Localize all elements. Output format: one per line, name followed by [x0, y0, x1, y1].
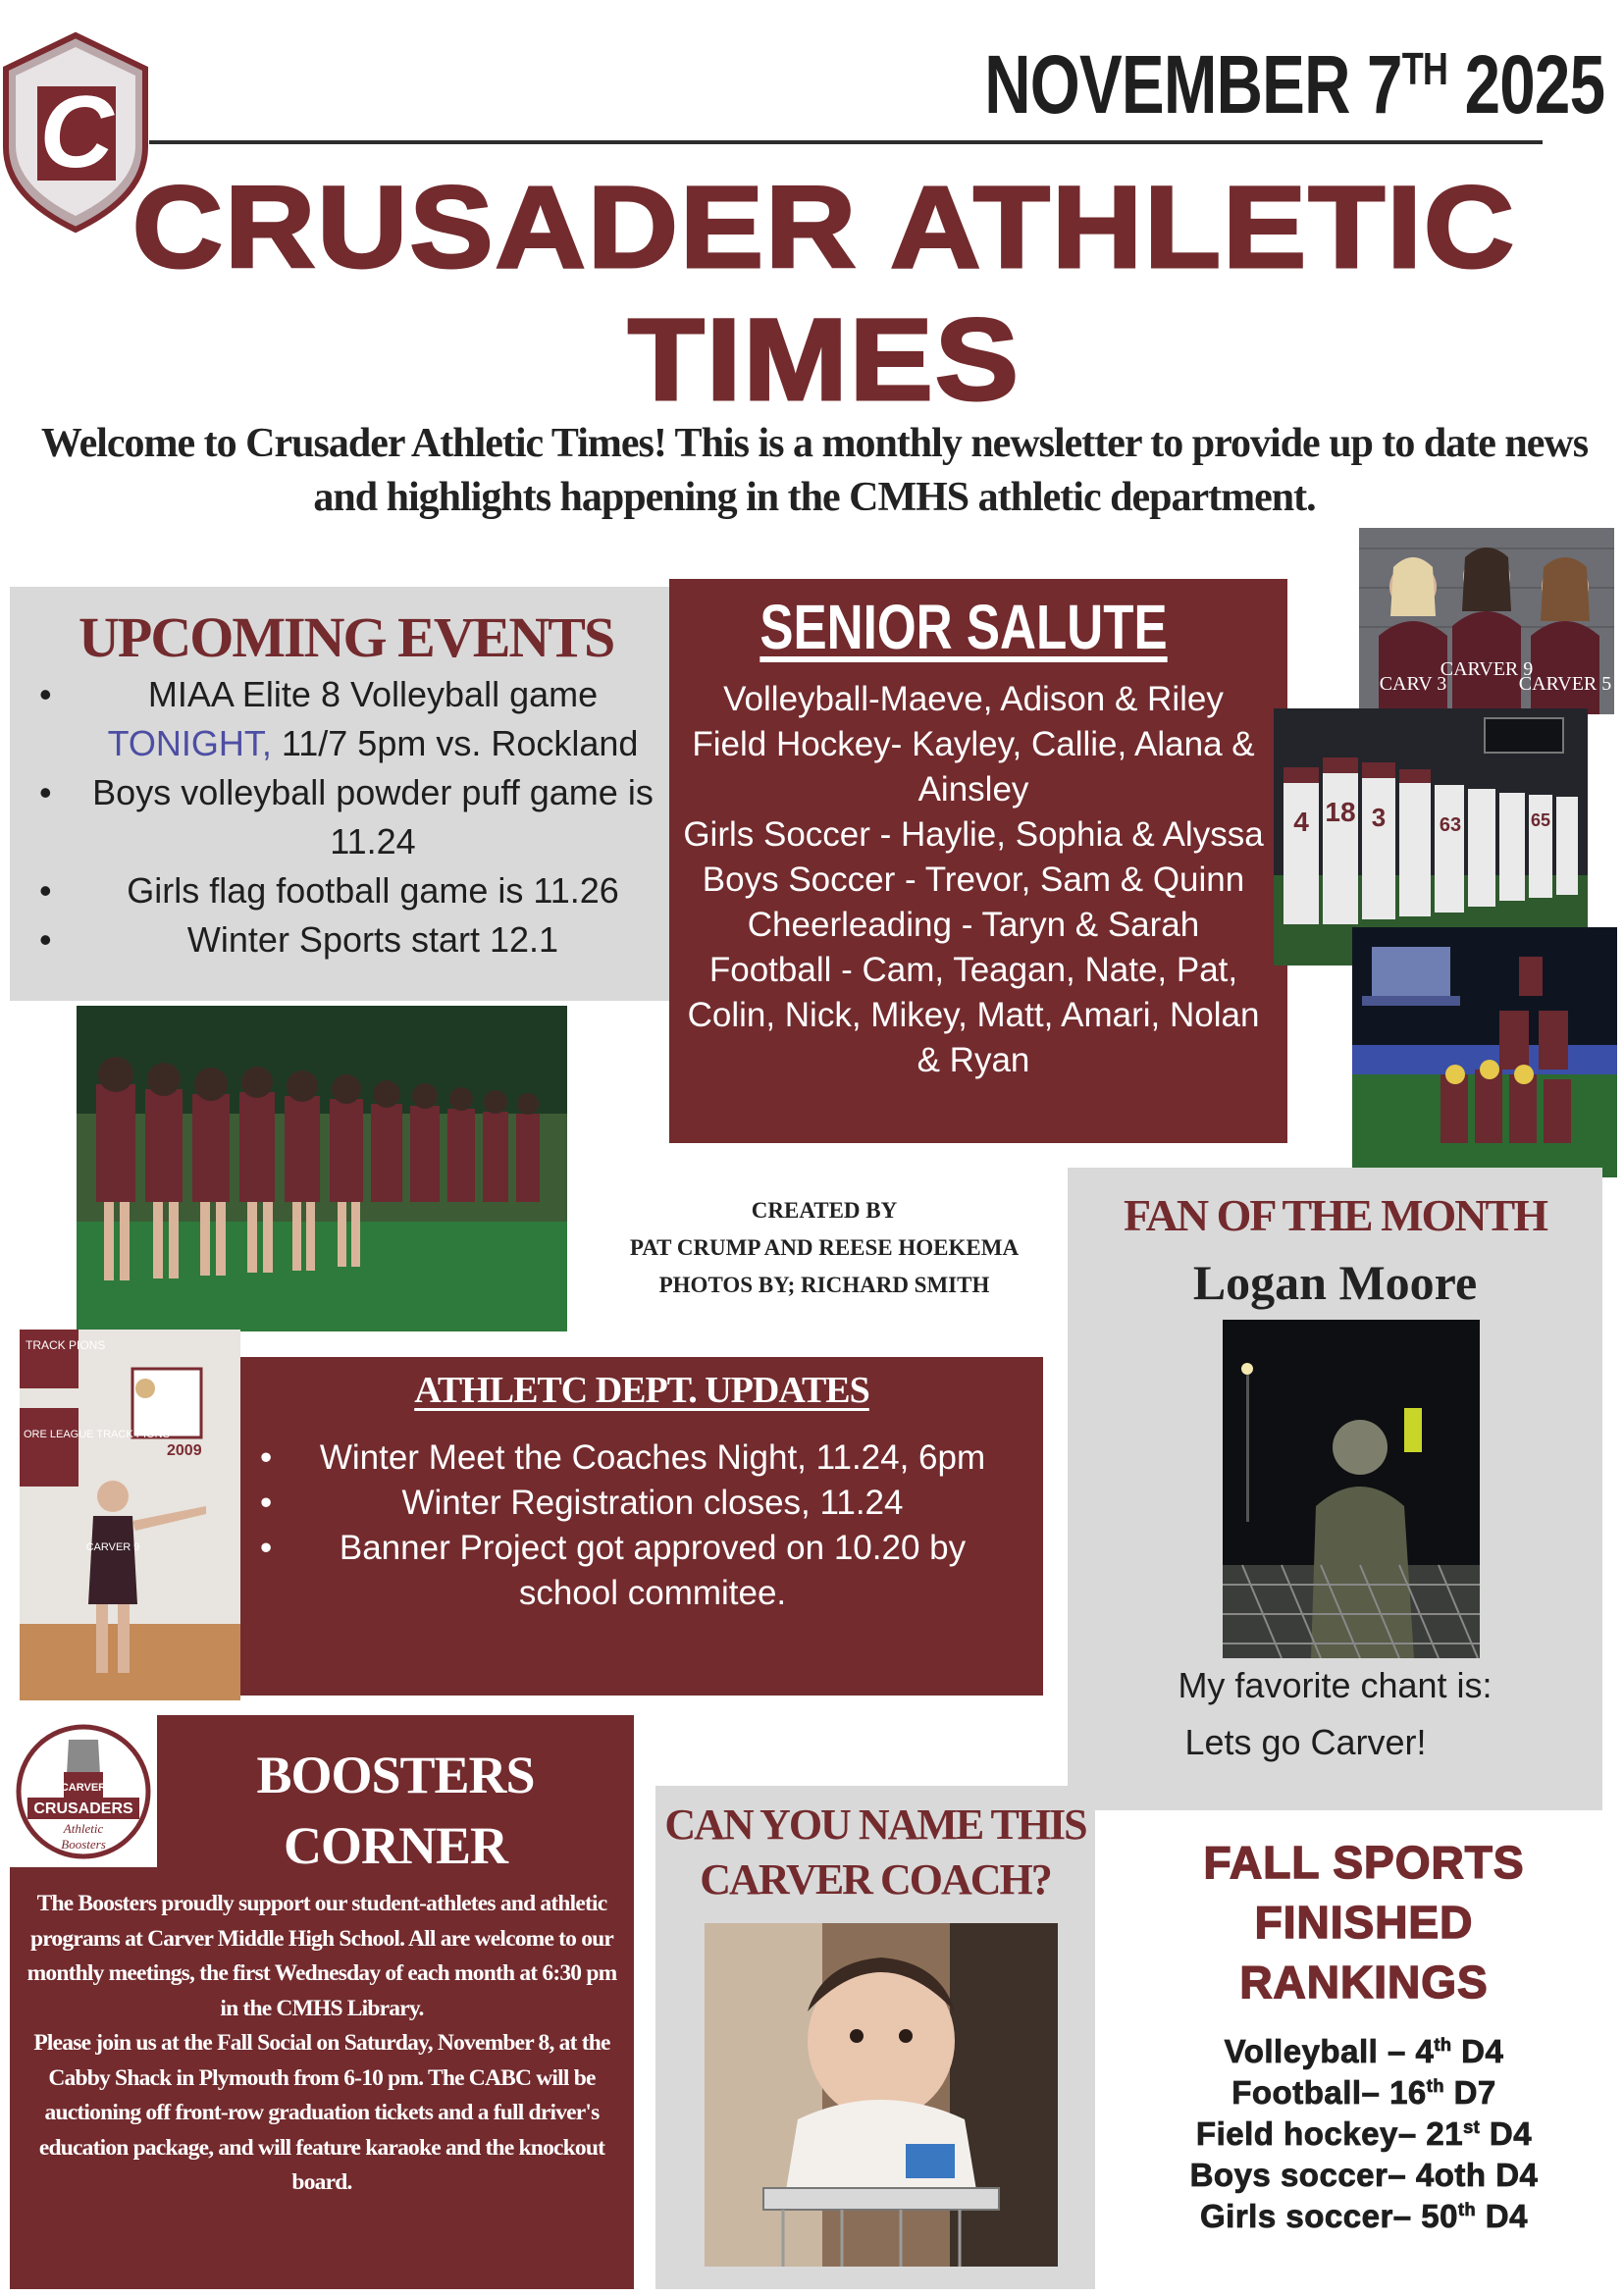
list-item: • MIAA Elite 8 Volleyball game TONIGHT, 11/7 5pm vs. Rockland [39, 674, 639, 763]
fan-of-month-panel [1068, 1168, 1602, 1810]
svg-text:18: 18 [1325, 797, 1356, 827]
list-item: • Winter Meet the Coaches Night, 11.24, 6pm [260, 1438, 986, 1477]
boosters-heading: BOOSTERS CORNER [256, 1746, 535, 1875]
svg-text:CARVER 5: CARVER 5 [1518, 673, 1612, 695]
list-item: Cheerleading - Taryn & Sarah [747, 906, 1200, 944]
list-item: Girls Soccer - Haylie, Sophia & Alyssa [683, 815, 1264, 854]
svg-text:3: 3 [1371, 803, 1387, 832]
boosters-paragraph: The Boosters proudly support our student-athletes and athletic programs at Carver Middle High School. All are welcome to our monthly meetings, the first Wednesday of each month at 6:30 pm in the CMHS Library. [26, 1891, 617, 2021]
svg-text:ORE LEAGUE TRACK PIONS: ORE LEAGUE TRACK PIONS [24, 1429, 170, 1440]
upcoming-events-list [39, 670, 667, 965]
welcome-text: Welcome to Crusader Athletic Times! This is a monthly newsletter to provide up to date news and highlights happening in the CMHS athletic department. [40, 421, 1589, 520]
name-coach-heading: CAN YOU NAME THIS CARVER COACH? [664, 1800, 1086, 1904]
field-hockey-team-photo [77, 1006, 567, 1331]
baby-coach-photo [705, 1923, 1058, 2267]
svg-text:C: C [39, 76, 114, 189]
boosters-corner-panel [10, 1715, 634, 2289]
upcoming-events-heading: UPCOMING EVENTS [79, 605, 614, 669]
list-item: • Winter Registration closes, 11.24 [260, 1484, 904, 1522]
volleyball-seniors-photo [1359, 528, 1614, 714]
svg-text:Athletic: Athletic [63, 1821, 104, 1836]
fan-quote-line1: My favorite chant is: [1178, 1665, 1493, 1705]
svg-text:CARVER 9: CARVER 9 [85, 1541, 140, 1553]
credits-authors: PAT CRUMP AND REESE HOEKEMA [629, 1235, 1020, 1260]
fan-photo [1223, 1320, 1480, 1658]
list-item: Volleyball – 4th D4 [1224, 2033, 1504, 2069]
fan-of-month-heading: FAN OF THE MONTH [1124, 1190, 1546, 1240]
list-item: Boys soccer– 4oth D4 [1189, 2157, 1539, 2193]
list-item: Field Hockey- Kayley, Callie, Alana & Ainsley [692, 725, 1255, 809]
rankings-heading: FALL SPORTS FINISHED RANKINGS [1203, 1837, 1525, 2008]
credits [579, 1192, 1070, 1304]
list-item: Football– 16th D7 [1231, 2074, 1496, 2111]
svg-text:CARVER: CARVER [60, 1782, 107, 1794]
name-coach-panel [655, 1786, 1095, 2289]
dept-updates-panel [240, 1357, 1043, 1696]
list-item: Girls soccer– 50th D4 [1200, 2198, 1528, 2234]
senior-salute-heading: SENIOR SALUTE [760, 592, 1168, 662]
dept-updates-list [260, 1435, 1006, 1616]
senior-salute-panel [669, 579, 1287, 1143]
boosters-paragraph: Please join us at the Fall Social on Saturday, November 8, at the Cabby Shack in Plymouth from 6-10 pm. The CABC will be auctioning off front-row graduation tickets and a full driver's education package, and will feature karaoke and the knockout board. [33, 2030, 610, 2195]
svg-text:CARVER 9: CARVER 9 [1440, 658, 1534, 680]
fan-quote-line2: Lets go Carver! [1184, 1722, 1427, 1762]
list-item: • Winter Sports start 12.1 [39, 919, 559, 960]
svg-text:Boosters: Boosters [61, 1837, 106, 1852]
fan-name: Logan Moore [1192, 1255, 1478, 1310]
header-rule [149, 140, 1543, 144]
dept-updates-heading: ATHLETC DEPT. UPDATES [414, 1370, 869, 1411]
boosters-logo-icon [10, 1715, 157, 1867]
svg-text:CRUSADERS: CRUSADERS [33, 1800, 133, 1817]
list-item: Field hockey– 21st D4 [1195, 2115, 1533, 2152]
svg-text:TRACK PIONS: TRACK PIONS [26, 1338, 106, 1352]
issue-date: NOVEMBER 7TH 2025 [984, 38, 1604, 130]
svg-text:63: 63 [1439, 814, 1462, 836]
list-item: • Banner Project got approved on 10.20 by school commitee. [260, 1529, 967, 1612]
tonight-highlight: TONIGHT, [107, 723, 272, 763]
boosters-logo-box [10, 1715, 157, 1867]
cheerleading-photo [1352, 927, 1617, 1177]
credits-created-label: CREATED BY [751, 1198, 898, 1223]
newsletter-title: CRUSADER ATHLETIC TIMES [131, 163, 1517, 425]
senior-salute-list [679, 677, 1268, 1083]
svg-text:CARV 3: CARV 3 [1379, 673, 1447, 695]
list-item: Football - Cam, Teagan, Nate, Pat, Colin, Nick, Mikey, Matt, Amari, Nolan & Ryan [687, 951, 1260, 1079]
boosters-text [22, 1887, 622, 2201]
upcoming-events-panel [10, 587, 669, 1001]
rankings-list [1114, 2031, 1614, 2237]
svg-text:2009: 2009 [167, 1442, 202, 1459]
svg-text:4: 4 [1293, 807, 1309, 837]
credits-photographer: PHOTOS BY; RICHARD SMITH [658, 1273, 990, 1297]
list-item: • Girls flag football game is 11.26 [39, 870, 619, 911]
list-item: Volleyball-Maeve, Adison & Riley [723, 680, 1224, 718]
svg-text:65: 65 [1530, 810, 1551, 830]
volleyball-serve-photo [20, 1330, 240, 1700]
list-item: Boys Soccer - Trevor, Sam & Quinn [702, 861, 1245, 899]
list-item: • Boys volleyball powder puff game is 11.24 [39, 772, 654, 861]
